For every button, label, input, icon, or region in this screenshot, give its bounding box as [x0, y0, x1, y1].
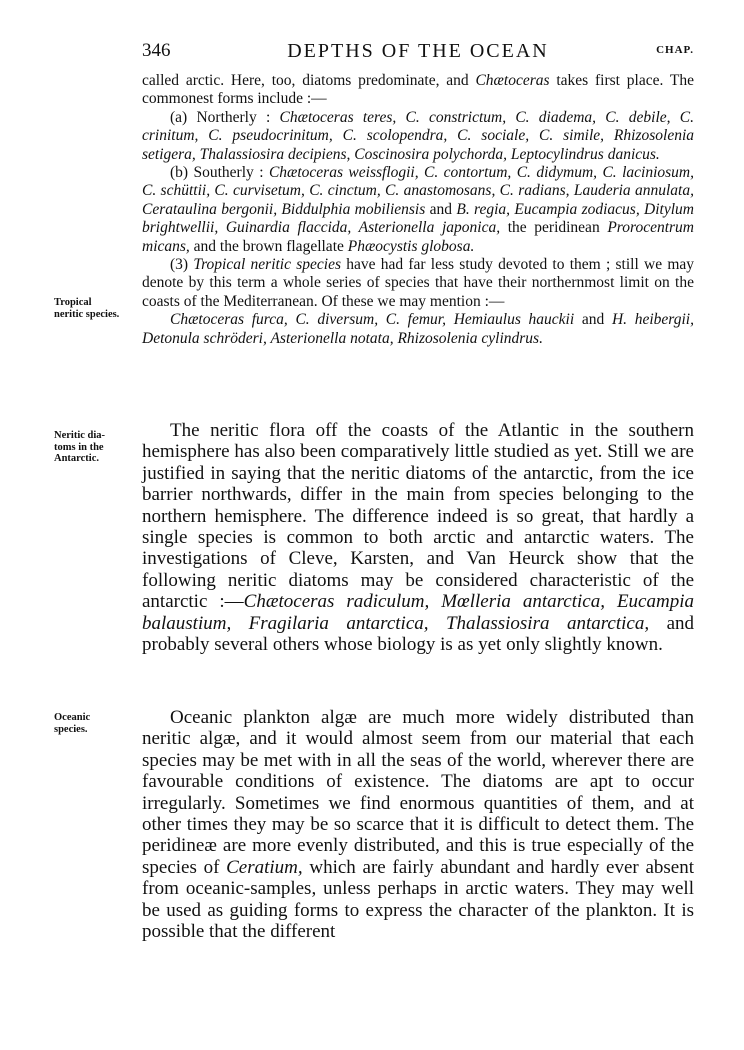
italic-run: Chætoceras weissflogii, C. contortum, C. didymum, C. laciniosum, C. schüttii, C. curvisetum, C. cinctum, C. anastomosans, C. radians, Lauderia annulata, Cerataulina bergonii, Biddulphia mobiliensis: [142, 164, 694, 218]
margin-note-oceanic: [54, 712, 140, 735]
text-run: and the brown flagellate: [189, 237, 348, 255]
running-header: [142, 40, 694, 66]
italic-run: Chætoceras radiculum, Mœlleria antarctica, Eucampia balaustium, Fragilaria antarctica, Thalassiosira antarctica,: [142, 591, 694, 634]
margin-note-antarctic: [54, 430, 140, 465]
margin-note-line: Neritic dia-: [54, 430, 106, 441]
margin-note-line: neritic species.: [54, 308, 120, 320]
text-run: and probably several others whose biology is as yet only slightly known.: [142, 612, 694, 656]
text-run: Oceanic plankton algæ are much more widely distributed than neritic algæ, and it would almost seem from our material that each species may be met with in all the seas of the world, wherever there are favourable conditions of existence. The diatoms are apt to occur irregularly. Sometimes we find enormous quantities of them, and at other times they may be so scarce that it is difficult to detect them. The peridineæ are more evenly distributed, and this is true especially of the species of: [142, 707, 694, 878]
margin-note-line: toms in the: [54, 441, 104, 453]
italic-run: Chætoceras teres, C. constrictum, C. diadema, C. debile, C. crinitum, C. pseudocrinitum, C. scolopendra, C. sociale, C. simile, Rhizosolenia setigera, Thalassiosira decipiens, Coscinosira polychorda, Leptocylindrus danicus.: [142, 108, 694, 163]
text-run: (3): [170, 256, 194, 274]
text-run: The neritic flora off the coasts of the Atlantic in the southern hemisphere has also been comparatively little studied as yet. Still we are justified in saying that the neritic diatoms of the antarctic, from the ice barrier northwards, differ in the main from species belonging to the northern hemisphere. The difference indeed is so great, that hardly a single species is common to both arctic and antarctic waters. The investigations of Cleve, Karsten, and Van Heurck show that the following neritic diatoms may be considered characteristic of the antarctic :—: [142, 420, 694, 613]
italic-run: Ceratium,: [226, 856, 303, 878]
margin-note-line: Tropical: [54, 297, 92, 308]
text-run: (a) Northerly :: [170, 108, 280, 126]
text-run: takes first place. The commonest forms include :—: [142, 72, 694, 108]
italic-run: Phæocystis globosa.: [347, 237, 475, 255]
paragraph-oceanic: [142, 707, 694, 942]
italic-run: B. regia, Eucampia zodiacus, Ditylum brightwellii, Guinardia flaccida, Asterionella japonica,: [142, 200, 694, 237]
italic-run: H. heibergii, Detonula schröderi, Asterionella notata, Rhizosolenia cylindrus.: [142, 311, 694, 347]
text-run: and: [574, 311, 612, 329]
page-number: 346: [142, 40, 171, 61]
margin-note-line: Antarctic.: [54, 453, 99, 464]
italic-run: Chætoceras: [475, 72, 550, 89]
text-run: which are fairly abundant and hardly ever absent from oceanic-samples, unless perhaps in arctic waters. They may well be used as guiding forms to express the character of the plankton. It is possible that the different: [142, 856, 694, 943]
text-run: and: [425, 200, 457, 218]
margin-note-tropical: [54, 297, 140, 320]
text-run: have had far less study devoted to them ; still we may denote by this term a whole series of species that have their northernmost limit on the coasts of the Mediterranean. Of these we may mention :—: [142, 256, 695, 310]
italic-run: Tropical neritic species: [193, 256, 341, 274]
text-run: the peridinean: [500, 219, 608, 237]
paragraph-antarctic: [142, 420, 694, 655]
margin-note-line: Oceanic: [54, 712, 91, 723]
paragraph-arctic-continuation: [142, 72, 694, 109]
chapter-label: CHAP.: [656, 44, 694, 56]
running-title: DEPTHS OF THE OCEAN: [287, 40, 549, 62]
paragraph-tropical-species: [142, 311, 694, 348]
text-run: (b) Southerly :: [170, 164, 269, 182]
italic-run: Chætoceras furca, C. diversum, C. femur, Hemiaulus hauckii: [170, 311, 575, 329]
text-run: called arctic. Here, too, diatoms predominate, and: [142, 72, 476, 89]
small-type-block: [142, 72, 694, 348]
paragraph-northerly: [142, 109, 694, 164]
paragraph-tropical: [142, 256, 694, 311]
margin-note-line: species.: [54, 723, 88, 735]
paragraph-southerly: [142, 164, 694, 256]
italic-run: Prorocentrum micans,: [142, 219, 694, 255]
